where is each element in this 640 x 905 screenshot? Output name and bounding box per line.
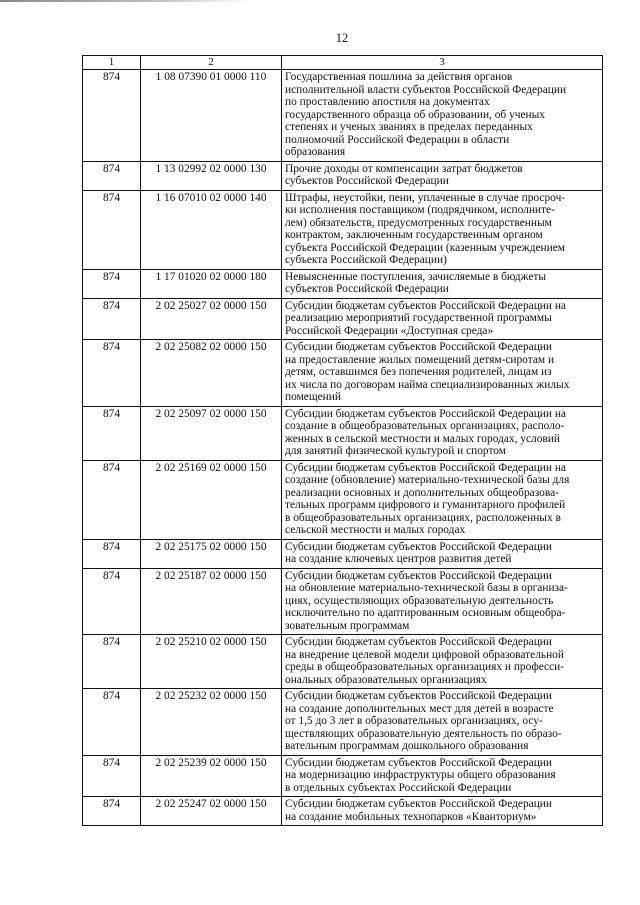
description-line: циях, осуществляющих образовательную деятельность — [285, 594, 554, 607]
description-line: на модернизацию инфраструктуры общего образования — [285, 769, 556, 781]
description-line: на создание мобильных технопарков «Кванториум» — [285, 810, 537, 823]
description-line: для занятий физической культурой и спортом — [285, 445, 506, 457]
description-line: детям, оставшимся без попечения родителей, лицам из — [285, 366, 552, 378]
description-line: создание (обновление) материально-технической базы для — [285, 474, 570, 486]
description-line: Субсидии бюджетам субъектов Российской Федерации на — [285, 299, 566, 312]
description-line: ществляющих образовательную деятельность по образо- — [285, 727, 562, 740]
admin-code-cell: 874 — [83, 190, 141, 269]
description-cell — [282, 568, 603, 635]
revenue-code-cell: 2 02 25210 02 0000 150 — [141, 635, 282, 689]
description-cell — [282, 70, 603, 162]
description-line: исключительно по адаптированным основным общеобра- — [285, 607, 566, 619]
revenue-code-cell: 2 02 25097 02 0000 150 — [141, 406, 282, 460]
description-cell — [282, 797, 603, 826]
description-line: среды в общеобразовательных организациях и професси- — [285, 661, 565, 673]
description-line: степенях и ученых званиях в пределах переданных — [285, 121, 533, 133]
description-line: Субсидии бюджетам субъектов Российской Федерации — [285, 636, 552, 648]
admin-code-cell: 874 — [83, 298, 141, 340]
admin-code-cell: 874 — [83, 689, 141, 756]
description-line: создание в общеобразовательных организациях, располо- — [285, 420, 565, 432]
description-line: реализации основных и дополнительных общеобразова- — [285, 486, 559, 499]
revenue-code-cell: 1 08 07390 01 0000 110 — [141, 70, 282, 162]
revenue-code-cell: 2 02 25027 02 0000 150 — [141, 298, 282, 340]
description-line: Субсидии бюджетам субъектов Российской Федерации — [285, 690, 552, 702]
description-line: образования — [285, 146, 346, 158]
description-line: на предоставление жилых помещений детям-сиротам и — [285, 353, 555, 366]
description-line: помещений — [285, 391, 341, 403]
description-line: Субсидии бюджетам субъектов Российской Федерации — [285, 540, 552, 553]
description-line: женных в сельской местности и малых городах, условий — [285, 432, 560, 445]
description-cell — [282, 340, 603, 407]
description-line: на создание ключевых центров развития детей — [285, 553, 512, 565]
description-line: контрактом, заключенным государственным органом — [285, 229, 543, 241]
description-line: Субсидии бюджетам субъектов Российской Федерации — [285, 798, 552, 810]
revenue-code-cell: 2 02 25187 02 0000 150 — [141, 568, 282, 635]
admin-code-cell: 874 — [83, 269, 141, 298]
column-header-1: 1 — [83, 56, 141, 70]
description-cell — [282, 161, 603, 190]
description-line: сельской местности и малых городах — [285, 524, 466, 536]
description-line: зовательным программам — [285, 619, 410, 632]
revenue-code-cell: 2 02 25239 02 0000 150 — [141, 755, 282, 797]
admin-code-cell: 874 — [83, 161, 141, 190]
description-line: их числа по договорам найма специализированных жилых — [285, 378, 570, 391]
table-row — [83, 190, 603, 269]
table-row — [83, 460, 603, 539]
revenue-code-cell: 2 02 25082 02 0000 150 — [141, 340, 282, 407]
table-row — [83, 161, 603, 190]
description-line: субъектов Российской Федерации — [285, 175, 449, 187]
description-line: от 1,5 до 3 лет в образовательных организациях, осу- — [285, 715, 543, 727]
description-line: Субсидии бюджетам субъектов Российской Федерации — [285, 569, 552, 582]
table-row — [83, 340, 603, 407]
revenue-code-cell: 1 13 02992 02 0000 130 — [141, 161, 282, 190]
description-line: исполнительной власти субъектов Российской Федерации — [285, 83, 567, 96]
table-body — [83, 70, 603, 826]
description-line: Субсидии бюджетам субъектов Российской Федерации — [285, 756, 552, 769]
description-cell — [282, 689, 603, 756]
table-row — [83, 635, 603, 689]
description-line: Прочие доходы от компенсации затрат бюджетов — [285, 162, 523, 175]
table-row — [83, 539, 603, 568]
description-line: Субсидии бюджетам субъектов Российской Федерации — [285, 341, 552, 353]
description-cell — [282, 298, 603, 340]
revenue-code-cell: 2 02 25175 02 0000 150 — [141, 539, 282, 568]
table-row — [83, 689, 603, 756]
description-line: государственного образца об образовании, об ученых — [285, 108, 545, 121]
description-cell — [282, 460, 603, 539]
column-header-3: 3 — [282, 56, 603, 70]
description-cell — [282, 406, 603, 460]
column-header-2: 2 — [141, 56, 282, 70]
description-line: на обновление материально-технической базы в организа- — [285, 582, 568, 594]
admin-code-cell: 874 — [83, 568, 141, 635]
description-line: тельных программ цифрового и гуманитарного профилей — [285, 499, 566, 511]
description-line: ки исполнения поставщиком (подрядчиком, исполните- — [285, 204, 555, 216]
description-line: субъекта Российской Федерации (казенным учреждением — [285, 241, 565, 254]
description-line: полномочий Российской Федерации в области — [285, 133, 510, 146]
description-line: на внедрение целевой модели цифровой образовательной — [285, 648, 564, 661]
description-cell — [282, 190, 603, 269]
description-line: субъекта Российской Федерации) — [285, 254, 447, 266]
admin-code-cell: 874 — [83, 539, 141, 568]
description-line: лем) обязательств, предусмотренных государственным — [285, 216, 552, 229]
revenue-code-cell: 2 02 25232 02 0000 150 — [141, 689, 282, 756]
description-line: Невыясненные поступления, зачисляемые в бюджеты — [285, 270, 546, 283]
description-line: Субсидии бюджетам субъектов Российской Федерации на — [285, 461, 566, 474]
description-cell — [282, 539, 603, 568]
description-line: Российской Федерации «Доступная среда» — [285, 324, 494, 337]
admin-code-cell: 874 — [83, 755, 141, 797]
table-row — [83, 70, 603, 162]
page-number: 12 — [335, 31, 349, 45]
description-line: субъектов Российской Федерации — [285, 283, 449, 295]
revenue-code-cell: 2 02 25247 02 0000 150 — [141, 797, 282, 826]
admin-code-cell: 874 — [83, 460, 141, 539]
description-cell — [282, 269, 603, 298]
table-row — [83, 568, 603, 635]
description-line: на создание дополнительных мест для детей в возрасте — [285, 702, 554, 715]
revenue-code-cell: 1 17 01020 02 0000 180 — [141, 269, 282, 298]
description-line: в отдельных субъектах Российской Федерации — [285, 781, 512, 794]
admin-code-cell: 874 — [83, 635, 141, 689]
admin-code-cell: 874 — [83, 340, 141, 407]
description-line: Субсидии бюджетам субъектов Российской Федерации на — [285, 407, 566, 420]
description-line: ональных образовательных организациях — [285, 673, 487, 686]
scan-edge-line — [0, 0, 250, 2]
admin-code-cell: 874 — [83, 406, 141, 460]
description-line: вательным программам дошкольного образования — [285, 740, 529, 752]
table-row — [83, 755, 603, 797]
revenue-code-cell: 2 02 25169 02 0000 150 — [141, 460, 282, 539]
description-line: реализацию мероприятий государственной программы — [285, 312, 552, 324]
table-row — [83, 406, 603, 460]
table-row — [83, 298, 603, 340]
table-header-row — [83, 56, 603, 70]
description-line: Государственная пошлина за действия органов — [285, 71, 513, 83]
description-line: по проставлению апостиля на документах — [285, 96, 490, 108]
table-row — [83, 797, 603, 826]
description-line: Штрафы, неустойки, пени, уплаченные в случае просроч- — [285, 191, 566, 204]
revenue-codes-table — [82, 55, 603, 826]
admin-code-cell: 874 — [83, 797, 141, 826]
description-line: в общеобразовательных организациях, расположенных в — [285, 511, 561, 524]
revenue-code-cell: 1 16 07010 02 0000 140 — [141, 190, 282, 269]
description-cell — [282, 755, 603, 797]
description-cell — [282, 635, 603, 689]
table-row — [83, 269, 603, 298]
admin-code-cell: 874 — [83, 70, 141, 162]
